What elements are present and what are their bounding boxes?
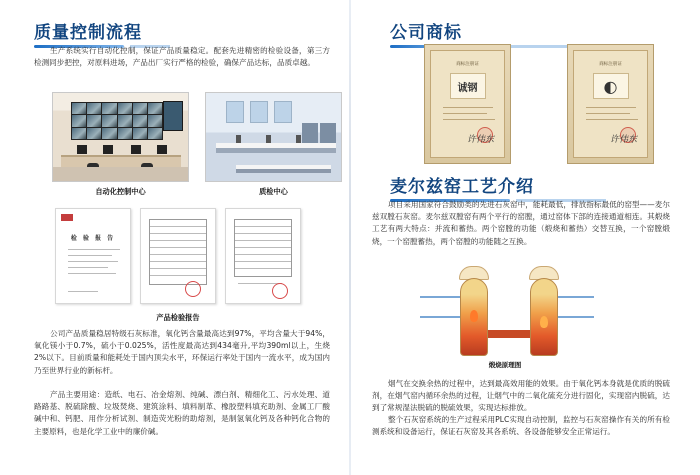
- kiln-section-heading: [390, 172, 534, 197]
- flame-icon: [470, 310, 478, 322]
- video-wall: [71, 102, 163, 140]
- quality-intro: 生产系统实行自动化控制，保证产品质量稳定。配套先进精密的检验设备，第三方检测同步把控，对原料进场，产品出厂实行严格的检验，确保产品达标，品质卓越。: [34, 46, 330, 68]
- photo-caption: 自动化控制中心: [95, 187, 146, 196]
- red-stamp: [272, 283, 288, 299]
- page-fold: [349, 0, 351, 475]
- trademark-section-heading: [390, 18, 462, 43]
- report-caption: 产品检验报告: [156, 313, 200, 322]
- red-stamp: [185, 281, 201, 297]
- decorative-swoosh: [300, 435, 700, 475]
- kiln-body-2: 整个石灰窑系统的生产过程采用PLC实现自动控制，监控与石灰窑操作有关的所有检测系统和设备运行，保证石灰窑及其各系统、各设备能够安全正常运行。: [372, 415, 670, 437]
- section-title: 公司商标: [390, 23, 462, 43]
- inspection-report-document: 检 验 报 告: [55, 208, 131, 304]
- calcination-diagram: [400, 260, 605, 358]
- section-title: 麦尔兹窑工艺介绍: [390, 177, 534, 197]
- inspection-report-document: [140, 208, 216, 304]
- trademark-mark: 诚钢: [450, 73, 486, 99]
- quality-section-heading: [34, 18, 142, 43]
- diagram-caption: 煅烧原理图: [488, 361, 522, 369]
- flame-icon: [540, 316, 548, 328]
- kiln-body-1: 烟气在交换余热的过程中，达到最高效用能的效果。由于氧化钙本身就是优质的脱硫剂，在烟气窑内循环余热的过程，让烟气中的二氧化硫充分进行固化，实现窑内脱硫，达到了常规湿法脱硫的脱硫效果，实现达标排放。: [372, 379, 670, 413]
- trademark-certificate: 商标注册证 ◐ 许伟东: [567, 44, 654, 164]
- report-logo: [61, 214, 73, 221]
- signature: 许伟东: [466, 135, 494, 145]
- inspection-report-document: [225, 208, 301, 304]
- section-title: 质量控制流程: [34, 23, 142, 43]
- signature: 许伟东: [609, 135, 637, 145]
- quality-lab-photo: [205, 92, 342, 182]
- quality-body-1: 公司产品质量稳居特级石灰标准，氧化钙含量最高达到97%，平均含量大于94%，氧化镁小于0.7%，硫小于0.025%，活性度最高达到434毫升,平均390ml以上，生烧2%以下。目前质量和能耗处于国内顶尖水平，环保运行率处于国内一流水平，成为国内乃至世界行业的新标杆。: [34, 329, 330, 375]
- connecting-channel: [488, 330, 530, 338]
- trademark-certificate: 商标注册证 诚钢 许伟东: [424, 44, 511, 164]
- control-center-photo: [52, 92, 189, 182]
- kiln-intro: 项目采用国家符合鼓励类的先进石灰窑中，能耗最低，排放指标最低的窑型——麦尔兹双膛石灰窑。麦尔兹双膛窑有两个平行的窑膛，通过窑体下部的连接通道相连。其煅烧工艺有两大特点：并流和蓄热。两个窑膛的功能（煅烧和蓄热）交替互换，一个窑膛煅烧，一个窑膛蓄热，两个窑膛的功能随之互换。: [372, 200, 670, 246]
- trademark-mark: ◐: [593, 73, 629, 99]
- quality-body-2: 产品主要用途：造纸、电石、冶金熔剂、纯碱、漂白剂、精细化工、污水处理、道路路基、脱硫除酸、垃圾焚烧、建筑涂料、填料制革、橡胶塑料填充助剂、金属工厂酸碱中和、钙肥、用作分析试剂、制造荧光粉的助熔剂，是制氢氧化钙及各种钙化合物的主要原料，也是化学工业中的廉价碱。: [34, 390, 330, 436]
- photo-caption: 质检中心: [259, 187, 288, 196]
